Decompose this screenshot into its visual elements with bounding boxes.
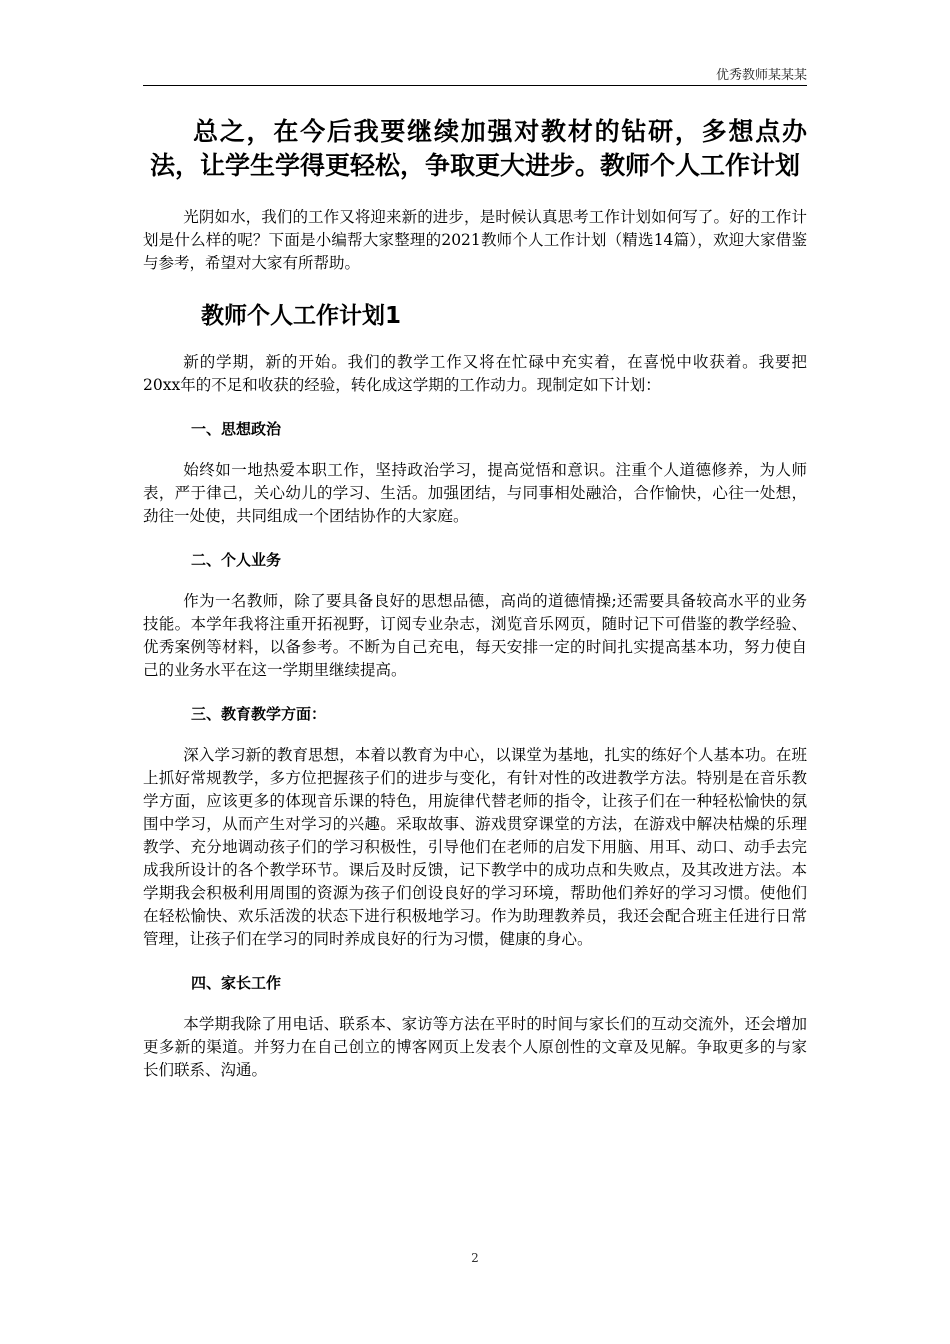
- running-header: 优秀教师某某某: [715, 68, 807, 83]
- document-title: 总之，在今后我要继续加强对教材的钻研，多想点办法，让学生学得更轻松，争取更大进步。教师个人工作计划: [149, 117, 807, 180]
- page-number: 2: [471, 1251, 479, 1265]
- section-intro-paragraph: 新的学期，新的开始。我们的教学工作又将在忙碌中充实着，在喜悦中收获着。我要把20xx年的不足和收获的经验，转化成这学期的工作动力。现制定如下计划：: [143, 353, 807, 394]
- intro-paragraph: 光阴如水，我们的工作又将迎来新的进步，是时候认真思考工作计划如何写了。好的工作计划是什么样的呢？下面是小编帮大家整理的2021教师个人工作计划（精选14篇），欢迎大家借鉴与参考，希望对大家有所帮助。: [143, 208, 807, 272]
- section-title: 教师个人工作计划1: [201, 303, 402, 329]
- subsection-heading-ideology: 一、思想政治: [191, 420, 282, 438]
- subsection-text-parents: 本学期我除了用电话、联系本、家访等方法在平时的时间与家长们的互动交流外，还会增加更多新的渠道。并努力在自己创立的博客网页上发表个人原创性的文章及见解。争取更多的与家长们联系、沟通。: [143, 1015, 807, 1079]
- subsection-heading-parents: 四、家长工作: [191, 974, 282, 992]
- header-divider: [143, 85, 807, 86]
- subsection-heading-professional: 二、个人业务: [191, 551, 282, 569]
- subsection-text-ideology: 始终如一地热爱本职工作，坚持政治学习，提高觉悟和意识。注重个人道德修养，为人师表，严于律己，关心幼儿的学习、生活。加强团结，与同事相处融洽，合作愉快，心往一处想，劲往一处使，共同组成一个团结协作的大家庭。: [143, 461, 807, 525]
- subsection-text-teaching: 深入学习新的教育思想，本着以教育为中心，以课堂为基地，扎实的练好个人基本功。在班上抓好常规教学，多方位把握孩子们的进步与变化，有针对性的改进教学方法。特别是在音乐教学方面，应该更多的体现音乐课的特色，用旋律代替老师的指令，让孩子们在一种轻松愉快的氛围中学习，从而产生对学习的兴趣。采取故事、游戏贯穿课堂的方法，在游戏中解决枯燥的乐理教学、充分地调动孩子们的学习积极性，引导他们在老师的启发下用脑、用耳、动口、动手去完成我所设计的各个教学环节。课后及时反馈，记下教学中的成功点和失败点，及其改进方法。本学期我会积极利用周围的资源为孩子们创设良好的学习环境，帮助他们养好的学习习惯。使他们在轻松愉快、欢乐活泼的状态下进行积极地学习。作为助理教养员，我还会配合班主任进行日常管理，让孩子们在学习的同时养成良好的行为习惯，健康的身心。: [143, 746, 807, 948]
- subsection-text-professional: 作为一名教师，除了要具备良好的思想品德，高尚的道德情操;还需要具备较高水平的业务技能。本学年我将注重开拓视野，订阅专业杂志，浏览音乐网页，随时记下可借鉴的教学经验、优秀案例等材料，以备参考。不断为自己充电，每天安排一定的时间扎实提高基本功，努力使自己的业务水平在这一学期里继续提高。: [143, 592, 807, 679]
- document-body: [143, 115, 807, 1082]
- subsection-heading-teaching: 三、教育教学方面：: [191, 705, 327, 723]
